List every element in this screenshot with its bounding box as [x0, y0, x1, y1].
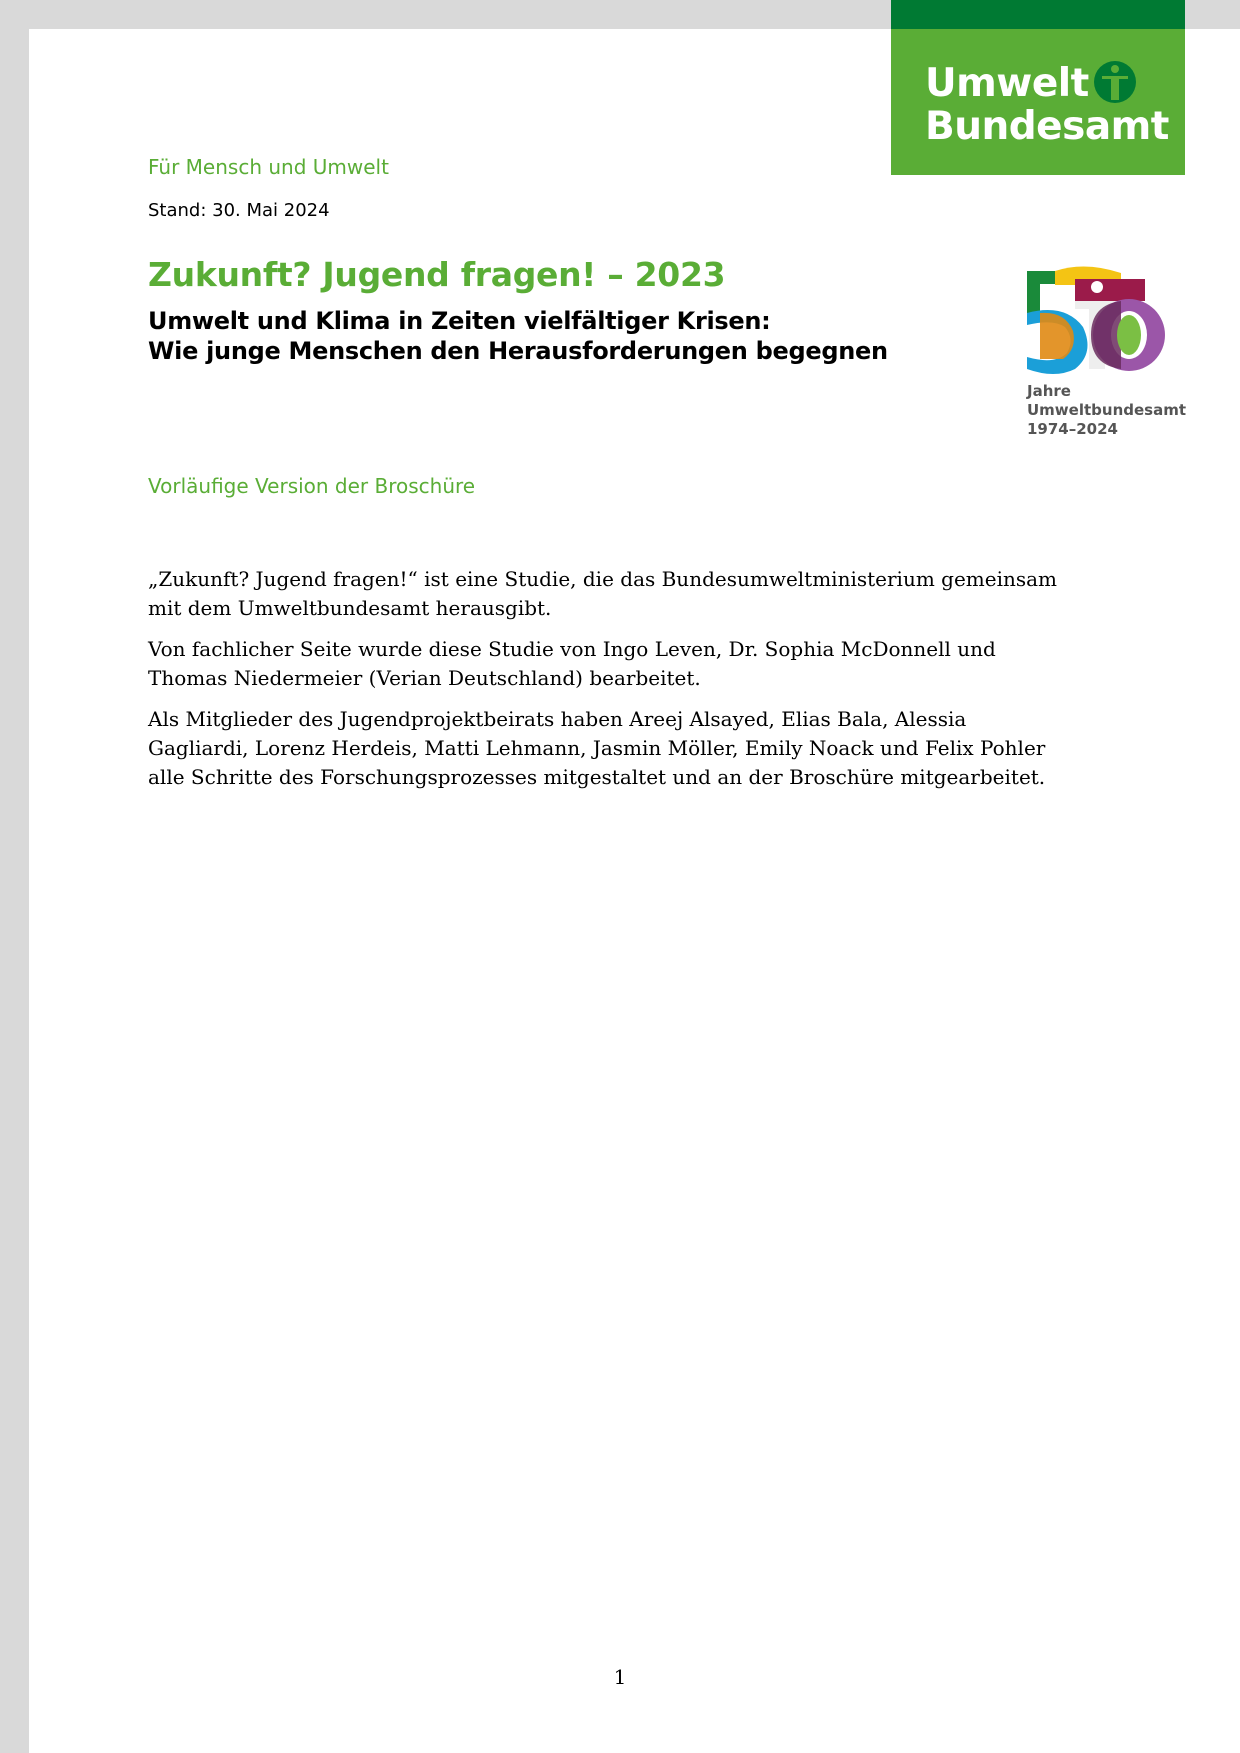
body-text [148, 565, 1068, 804]
logo-top-bar [891, 0, 1185, 29]
subtitle-line-2: Wie junge Menschen den Herausforderungen begegnen [148, 337, 888, 365]
body-paragraph-1: „Zukunft? Jugend fragen!“ ist eine Studie, die das Bundesumweltministerium gemeinsam mit dem Umweltbundesamt herausgibt. [148, 567, 1058, 620]
anniversary-line-3: 1974–2024 [1027, 420, 1118, 438]
status-date: Stand: 30. Mai 2024 [148, 200, 330, 221]
page-subtitle [148, 306, 888, 366]
umweltbundesamt-logo [891, 0, 1185, 175]
anniversary-line-1: Jahre [1027, 382, 1071, 400]
page-number: 1 [613, 1665, 627, 1689]
version-note: Vorläufige Version der Broschüre [148, 474, 476, 498]
subtitle-line-1: Umwelt und Klima in Zeiten vielfältiger Krisen: [148, 307, 771, 335]
body-paragraph-3: Als Mitglieder des Jugendprojektbeirats haben Areej Alsayed, Elias Bala, Alessia Gagliardi, Lorenz Herdeis, Matti Lehmann, Jasmin Möller, Emily Noack und Felix Pohler alle Schritte des Forschungsprozesses mitgestaltet und an der Broschüre mitgearbeitet. [148, 707, 1046, 789]
anniversary-line-2: Umweltbundesamt [1027, 401, 1187, 419]
logo-line-umwelt: Umwelt [925, 61, 1089, 106]
anniversary-caption [1027, 382, 1186, 439]
human-figure-icon [1093, 60, 1137, 104]
logo-line-bundesamt: Bundesamt [925, 104, 1169, 149]
tagline: Für Mensch und Umwelt [148, 155, 389, 179]
page-title: Zukunft? Jugend fragen! – 2023 [148, 255, 726, 294]
body-paragraph-2: Von fachlicher Seite wurde diese Studie von Ingo Leven, Dr. Sophia McDonnell und Thomas Niedermeier (Verian Deutschland) bearbeitet. [148, 637, 996, 690]
